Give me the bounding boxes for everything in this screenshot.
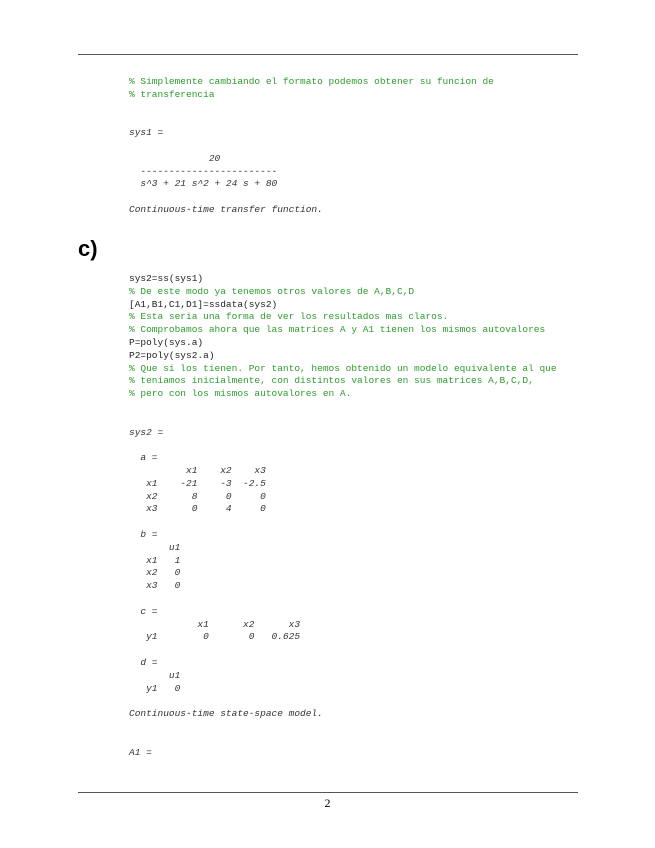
output-line: y1 0 0 0.625 [129,631,301,643]
output-line: x2 8 0 0 [129,490,266,502]
output-line: Continuous-time transfer function. [129,204,323,215]
output-line: d = [129,657,158,668]
output-line: c = [129,605,158,617]
comment-line: % teniamos inicialmente, con distintos valores en sus matrices A,B,C,D, [129,375,534,387]
comment-line: % pero con los mismos autovalores en A. [129,388,352,400]
output-line: u1 [129,541,181,553]
comment-line: % Que si los tienen. Por tanto, hemos obtenido un modelo equivalente al que [129,362,557,374]
output-line: a = [129,452,158,464]
header-rule [78,54,578,55]
output-line: ------------------------ [129,165,278,177]
output-line: b = [129,529,158,540]
comment-line: % Comprobamos ahora que las matrices A y A1 tienen los mismos autovalores [129,324,546,336]
output-line: x2 0 [129,567,181,579]
comment-line: % transferencia [129,88,215,100]
output-line: x1 x2 x3 [129,465,266,476]
output-line: sys2 = [129,426,164,438]
output-line: 20 [129,152,221,164]
section-heading: c) [78,236,98,261]
output-line: x3 0 4 0 [129,503,266,515]
output-line: x3 0 [129,580,181,592]
output-line: u1 [129,669,181,681]
comment-line: % Simplemente cambiando el formato podemos obtener su funcion de [129,76,494,87]
output-line: y1 0 [129,682,181,694]
output-line: x1 1 [129,554,181,566]
output-line: A1 = [129,746,152,758]
output-line: x1 -21 -3 -2.5 [129,477,266,489]
code-line: sys2=ss(sys1) [129,273,204,284]
code-line: P2=poly(sys2.a) [129,349,215,361]
output-line: Continuous-time state-space model. [129,708,323,720]
comment-line: % De este modo ya tenemos otros valores de A,B,C,D [129,285,415,297]
output-line: sys1 = [129,127,164,139]
footer-rule [78,792,578,793]
code-line: P=poly(sys.a) [129,337,204,348]
page-number: 2 [324,796,331,810]
output-line: s^3 + 21 s^2 + 24 s + 80 [129,178,278,190]
comment-line: % Esta seria una forma de ver los resultados mas claros. [129,311,449,323]
code-line: [A1,B1,C1,D1]=ssdata(sys2) [129,298,278,310]
output-line: x1 x2 x3 [129,618,301,630]
